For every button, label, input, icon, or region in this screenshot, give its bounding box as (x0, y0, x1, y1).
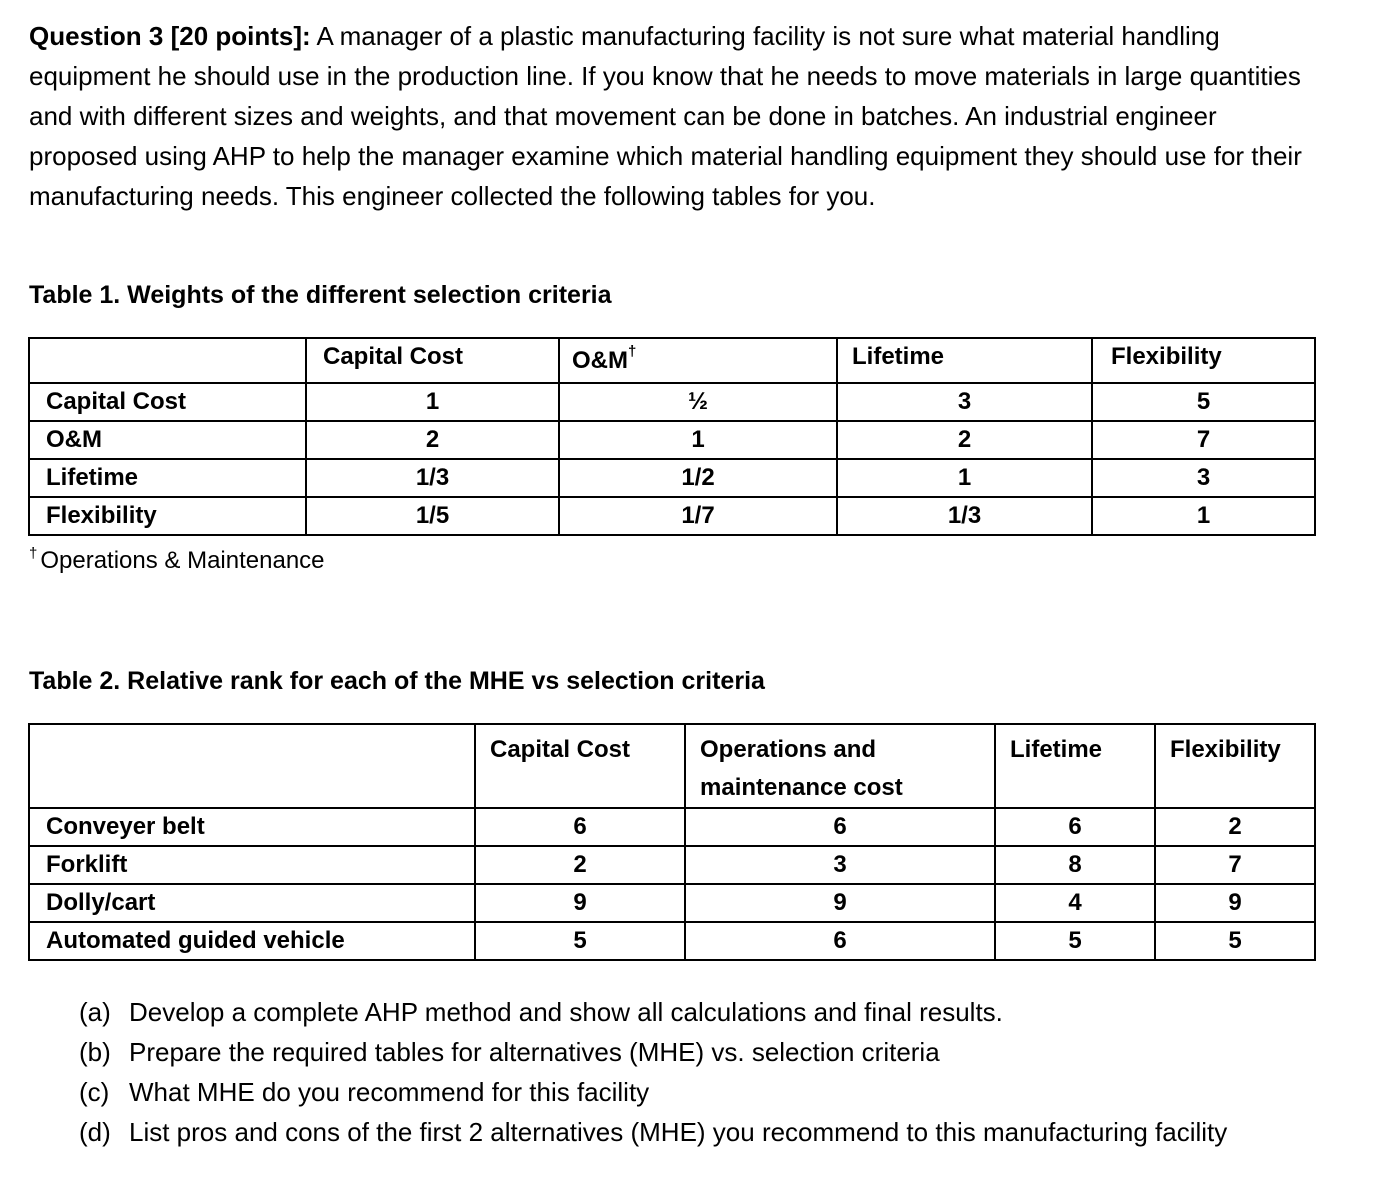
table-cell: 1/2 (559, 459, 837, 497)
part-tag: (b) (79, 1037, 111, 1067)
row-label: Flexibility (29, 497, 306, 535)
table-cell: ½ (559, 383, 837, 421)
table1-header-flexibility (1092, 338, 1315, 383)
table1-footnote (29, 536, 325, 579)
table-cell: 5 (475, 922, 685, 960)
table-cell: 5 (1155, 922, 1315, 960)
table-cell: 8 (995, 846, 1155, 884)
table1-header-om (559, 338, 837, 383)
table-cell: 5 (1092, 383, 1315, 421)
part-tag: (a) (79, 997, 111, 1027)
table-cell: 9 (685, 884, 995, 922)
table1-header-lifetime (837, 338, 1092, 383)
table-cell: 3 (685, 846, 995, 884)
table-cell: 7 (1155, 846, 1315, 884)
row-label: Automated guided vehicle (29, 922, 475, 960)
table2-corner-cell (29, 724, 475, 808)
row-label: Dolly/cart (29, 884, 475, 922)
table-cell: 6 (995, 808, 1155, 846)
table-cell: 6 (685, 808, 995, 846)
part-text: Develop a complete AHP method and show all calculations and final results. (129, 997, 1003, 1027)
table-cell: 1 (837, 459, 1092, 497)
row-label: Capital Cost (29, 383, 306, 421)
criteria-weights-table (28, 337, 1316, 536)
table-cell: 1 (1092, 497, 1315, 535)
table-row (29, 383, 1315, 421)
table1-header-label: Capital Cost (323, 343, 464, 370)
table-row (29, 922, 1315, 960)
row-label: Forklift (29, 846, 475, 884)
question-label: Question 3 [20 points]: (29, 21, 311, 51)
question-parts-list (79, 992, 1369, 1152)
footnote-dagger: † (29, 545, 38, 562)
table1-caption: Table 1. Weights of the different selection criteria (29, 281, 612, 309)
table-cell: 6 (685, 922, 995, 960)
table-cell: 1/3 (306, 459, 559, 497)
question-text (29, 16, 1329, 216)
table-cell: 6 (475, 808, 685, 846)
table-cell: 2 (837, 421, 1092, 459)
table-cell: 4 (995, 884, 1155, 922)
dagger-mark: † (628, 343, 637, 360)
table-cell: 9 (475, 884, 685, 922)
table2-header-om-cost: Operations and maintenance cost (685, 724, 995, 808)
table1-header-label: O&M (572, 347, 628, 374)
part-text: What MHE do you recommend for this facility (129, 1077, 650, 1107)
table2-header-row (29, 724, 1315, 808)
row-label: Lifetime (29, 459, 306, 497)
table-row (29, 884, 1315, 922)
table-row (29, 808, 1315, 846)
table1-corner-cell (29, 338, 306, 383)
table1-header-capital-cost (306, 338, 559, 383)
table2-header-capital-cost: Capital Cost (475, 724, 685, 808)
table1-header-label: Flexibility (1111, 343, 1222, 370)
table-cell: 1/3 (837, 497, 1092, 535)
table2-header-flexibility: Flexibility (1155, 724, 1315, 808)
part-text: List pros and cons of the first 2 alternatives (MHE) you recommend to this manufacturing facility (129, 1117, 1228, 1147)
table-cell: 1 (306, 383, 559, 421)
table-cell: 3 (1092, 459, 1315, 497)
part-text: Prepare the required tables for alternatives (MHE) vs. selection criteria (129, 1037, 940, 1067)
list-item (79, 992, 1369, 1032)
row-label: O&M (29, 421, 306, 459)
table-cell: 1/5 (306, 497, 559, 535)
table-cell: 1/7 (559, 497, 837, 535)
table-cell: 3 (837, 383, 1092, 421)
table1-header-label: Lifetime (852, 343, 945, 370)
part-tag: (c) (79, 1077, 110, 1107)
mhe-rank-table (28, 723, 1316, 961)
table2-caption: Table 2. Relative rank for each of the MHE vs selection criteria (29, 667, 765, 695)
question-body: A manager of a plastic manufacturing facility is not sure what material handling equipment he should use in the production line. If you know that he needs to move materials in large quantities and with different sizes and weights, and that movement can be done in batches. An industrial engineer proposed using AHP to help the manager examine which material handling equipment they should use for their manufacturing needs. This engineer collected the following tables for you. (29, 21, 1302, 211)
table-row (29, 497, 1315, 535)
table-row (29, 459, 1315, 497)
list-item (79, 1032, 1369, 1072)
table2-header-lifetime: Lifetime (995, 724, 1155, 808)
table-cell: 2 (306, 421, 559, 459)
table1-header-row (29, 338, 1315, 383)
footnote-text: Operations & Maintenance (40, 547, 325, 574)
table-cell: 5 (995, 922, 1155, 960)
list-item (79, 1072, 1369, 1112)
row-label: Conveyer belt (29, 808, 475, 846)
table-row (29, 421, 1315, 459)
table-cell: 7 (1092, 421, 1315, 459)
table-cell: 2 (1155, 808, 1315, 846)
table-cell: 1 (559, 421, 837, 459)
list-item (79, 1112, 1369, 1152)
table-cell: 2 (475, 846, 685, 884)
table-row (29, 846, 1315, 884)
table-cell: 9 (1155, 884, 1315, 922)
part-tag: (d) (79, 1117, 111, 1147)
